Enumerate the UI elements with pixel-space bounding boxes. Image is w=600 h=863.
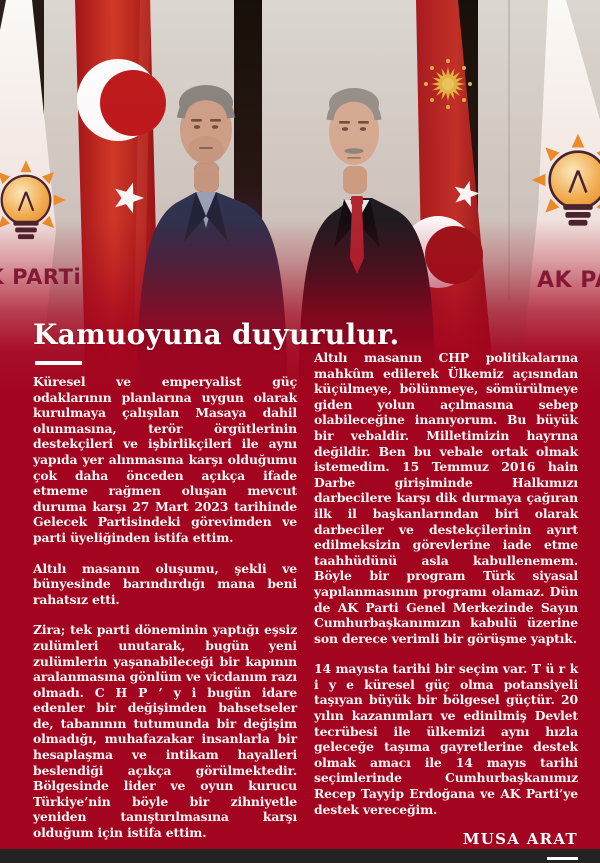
paragraph: Küresel ve emperyalist güç odaklarının planlarına uygun olarak kurulmaya çalışılan Masaya dahil olunmasına, terör örgütlerinin destekçileri ve işbirlikçileri ile aynı yapıda yer alınmasına karşı olduğumu çok daha önceden açıkça ifade etmeme rağmen oluşan mevcut duruma karşı 27 Mart 2023 tarihinde Gelecek Partisindeki görevimden ve parti üyeliğinden istifa ettim. bbox=[33, 374, 297, 545]
page-title: Kamuoyuna duyurulur. bbox=[33, 318, 400, 351]
signature-name: MUSA ARAT bbox=[462, 830, 578, 849]
paragraph: 14 mayısta tarihi bir seçim var. T ü r k i y e küresel güç olma potansiyeli taşıyan büyük bir bölgesel güçtür. 20 yılın kazanımları ve edinilmiş Devlet tecrübesi ile ülkemizi aynı hızla geleceğe taşıma gayretlerine destek olmak amacı ile 14 mayıs tarihi seçimlerinde Cumhurbaşkanımız Recep Tayyip Erdoğana ve AK Parti’ye destek vereceğim. bbox=[314, 661, 578, 817]
paragraph: Altılı masanın CHP politikalarına mahkûm edilerek Ülkemiz açısından küçülmeye, bölünmeye, sömürülmeye giden yolun açılmasına sebep olabileceğine inanıyorum. Bu büyük bir vebaldir. Milletimizin hayrına değildir. Ben bu vebale ortak olmak istemedim. 15 Temmuz 2016 hain Darbe girişiminde Halkımızı darbecilere karşı dik durmaya çağıran ilk il başkanlarından biri olarak darbeciler ve destekçilerinin ayırt edilmeksizin görevlerine iade etme taahhüdünü asla kabullenemem. Böyle bir program Türk siyasal yapılanmasının programı olamaz. Dün de AK Parti Genel Merkezinde Sayın Cumhurbaşkanımızın kabulü üzerine son derece verimli bir görüşme yaptık. bbox=[314, 350, 578, 646]
signature-block bbox=[314, 832, 578, 863]
signature-underline bbox=[547, 857, 578, 860]
title-underline bbox=[35, 361, 82, 365]
statement-right-column bbox=[314, 350, 578, 863]
paragraph: Altılı masanın oluşumu, şekli ve bünyesinde barındırdığı mana beni rahatsız etti. bbox=[33, 560, 297, 607]
statement-left-column bbox=[33, 374, 297, 856]
paragraph: Zira; tek parti döneminin yaptığı eşsiz zulümleri unutarak, bugün yeni zulümlerin yaşanabileceği bir kapının aralanmasına gönlüm ve vicdanım razı olmadı. C H P ’ y i bugün idare edenler bir değişimden bahsetseler de, tabanının tutumunda bir değişim olmadığı, muhafazakar insanlarla bir hesaplaşma ve intikam hayalleri beslendiği açıkça görülmektedir. Bölgesinde lider ve oyun kurucu Türkiye’nin böyle bir zihniyetle yeniden tanıştırılmasına karşı olduğum için istifa ettim. bbox=[33, 622, 297, 841]
